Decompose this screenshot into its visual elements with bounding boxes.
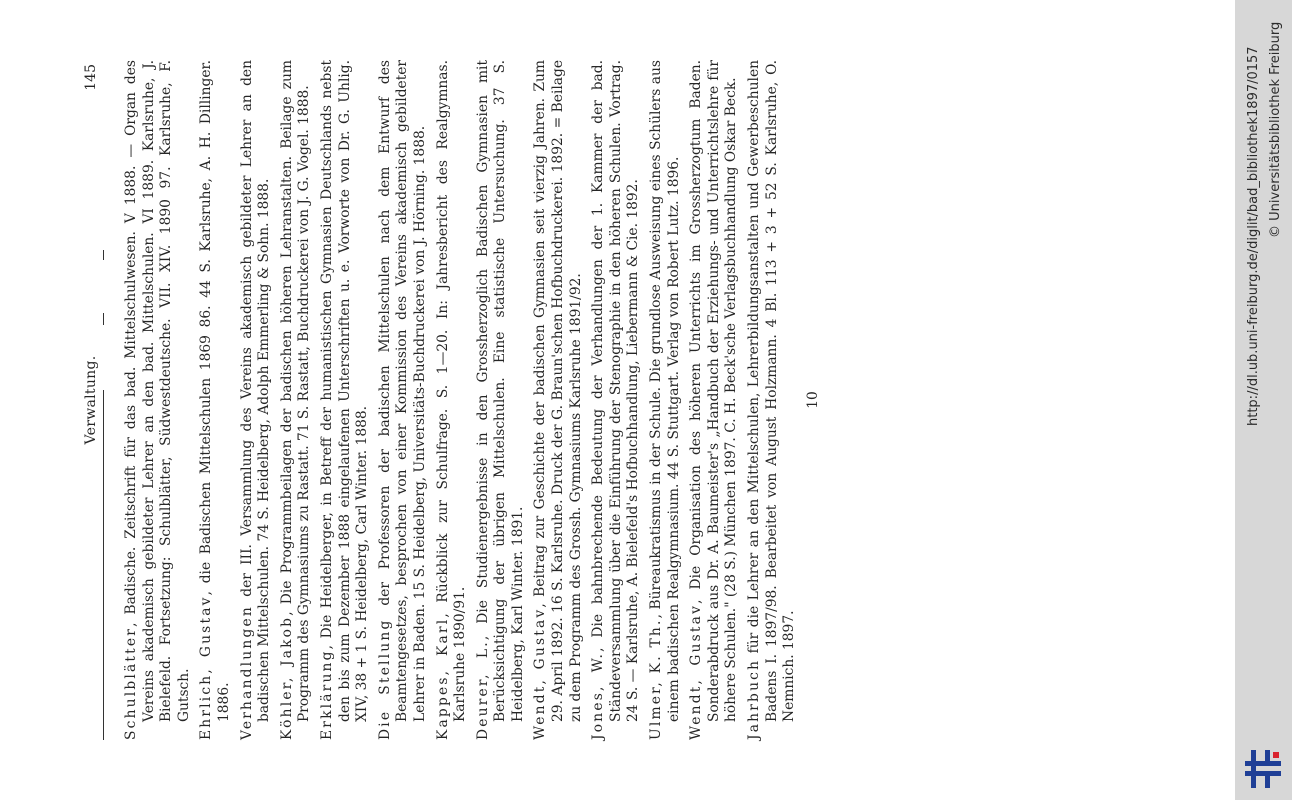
entry-text: der Professoren der badischen Mittelschulen nach dem Entwurf des Beamtengesetzes, besprochen von einer Kommission des Vereins akademisch gebildeter Lehrer in Baden. 15 S. Heidelberg, Universitäts-Buchdruckerei von J. Hörning. 1888.: [376, 60, 428, 722]
entry-author: Die Stellung: [376, 618, 393, 740]
bibliography-entry: [239, 60, 274, 740]
entry-text: , Die Organisation des höheren Unterrichts im Grossherzogtum Baden. Sonderabdruck aus Dr. A. Baumeister's „Handbuch der Erziehungs- und Unterrichtslehre für höhere Schulen." (28 S.) München 1897. C. H. Beck'sche Verlagsbuchhandlung Oskar Beck.: [688, 59, 740, 722]
entry-author: Wendt, Gustav: [532, 607, 549, 740]
bibliography-entry: [435, 60, 470, 740]
bibliography-entry: [319, 60, 372, 740]
bibliography-list: [123, 60, 799, 740]
entry-author: Kappes, Karl: [434, 617, 451, 740]
entry-text: , Die bahnbrechende Bedeutung der Verhandlungen der 1. Kammer der bad. Ständeversammlung über die Einführung der Stenographie in den höheren Schulen. Vortrag. 24 S. — Karlsruhe, A. Bielefeld's Hofbuchhandlung, Liebermann & Cie. 1892.: [590, 60, 642, 722]
entry-author: Jones, W.: [590, 651, 607, 740]
entry-author: Ulmer, K. Th.: [648, 618, 665, 740]
entry-text: für die Lehrer an den Mittelschulen, Lehrerbildungsanstalten und Gewerbeschulen Badens I. 1897/98. Bearbeitet von August Holzmann. 4 Bl. 113 + 3 + 52 S. Karlsruhe, O. Nemnich. 1897.: [746, 60, 798, 722]
copyright-notice: © Universitätsbibliothek Freiburg: [1268, 21, 1283, 238]
page-url[interactable]: http://dl.ub.uni-freiburg.de/diglit/bad_bibliothek1897/0157: [1246, 46, 1261, 426]
running-header: [81, 60, 101, 740]
entry-author: Schulblätter: [123, 626, 139, 740]
bibliography-entry: [123, 60, 193, 740]
bibliography-entry: [475, 60, 528, 740]
entry-text: , Büreaukratismus in der Schule. Die grundlose Ausweisung eines Schülers aus einem badischen Realgymnasium. 44 S. Stuttgart. Verlag von Robert Lutz. 1896.: [648, 59, 682, 722]
signature-mark: 10: [804, 391, 821, 409]
bibliography-entry: [648, 60, 683, 740]
bibliography-entry: [377, 60, 430, 740]
bibliography-entry: [198, 60, 233, 740]
entry-author: Deurer, L.: [474, 640, 491, 740]
entry-text: , Die Heidelberger, in Betreff der humanistischen Gymnasien Deutschlands nebst den bis zum Dezember 1888 eingelaufenen Unterschriften u. e. Vorworte von Dr. G. Uhlig. XIV, 38 + 1 S. Heidelberg, Carl Winter. 1888.: [318, 60, 371, 722]
bibliography-entry: [746, 60, 799, 740]
entry-text: der III. Versammlung des Vereins akademisch gebildeter Lehrer an den badischen Mittelschulen. 74 S. Heidelberg, Adolph Emmerling & Sohn. 1888.: [238, 60, 273, 722]
header-rule: [103, 390, 104, 740]
entry-author: Köhler, Jakob: [278, 615, 295, 740]
header-title: Verwaltung.: [83, 355, 99, 445]
entry-text: , Die Studienergebnisse in den Grossherzoglich Badischen Gymnasien mit Berücksichtigung der übrigen Mittelschulen. Eine statistische Untersuchung. 37 S. Heidelberg, Karl Winter. 1891.: [474, 60, 526, 722]
page-content: [81, 60, 981, 740]
bibliography-entry: [532, 60, 585, 740]
entry-text: , Beitrag zur Geschichte der badischen Gymnasien seit vierzig Jahren. Zum 29. April 1892. 16 S. Karlsruhe. Druck der G. Braun'schen Hofbuchdruckerei. 1892. = Beilage zu dem Programm des Grossh. Gymnasiums Karlsruhe 1891/92.: [532, 59, 584, 722]
entry-author: Verhandlungen: [238, 605, 255, 740]
bibliography-entry: [688, 60, 741, 740]
bibliography-entry: [279, 60, 314, 740]
entry-text: , Die Programmbeilagen der badischen höheren Lehranstalten. Beilage zum Programm des Gymnasiums zu Rastatt. 71 S. Rastatt, Buchdruckerei von J. G. Vogel. 1888.: [278, 60, 313, 722]
entry-author: Ehrlich, Gustav: [198, 595, 215, 740]
page-number: 145: [83, 64, 99, 91]
ub-freiburg-logo-icon[interactable]: [1243, 748, 1283, 790]
entry-author: Jahrbuch: [746, 658, 762, 740]
entry-text: , Badische. Zeitschrift für das bad. Mittelschulwesen. V 1888. — Organ des Vereins akademisch gebildeter Lehrer an den bad. Mittelschulen. VI 1889. Karlsruhe, J. Bielefeld. Fortsetzung: Schulblätter, Südwestdeutsche. VII. XIV. 1890 97. Karlsruhe, F. Gutsch.: [123, 60, 192, 722]
bibliography-entry: [590, 60, 643, 740]
header-rule-dash: [103, 313, 104, 325]
header-rule-dash: [103, 250, 104, 260]
entry-text: , Rückblick zur Schulfrage. S. 1—20. In: Jahresbericht des Realgymnas. Karlsruhe 1890/91.: [434, 59, 469, 722]
entry-author: Erklärung: [318, 649, 335, 740]
entry-text: , die Badischen Mittelschulen 1869 86. 44 S. Karlsruhe, A. H. Dillinger. 1886.: [198, 60, 232, 722]
entry-author: Wendt, Gustav: [688, 603, 705, 740]
